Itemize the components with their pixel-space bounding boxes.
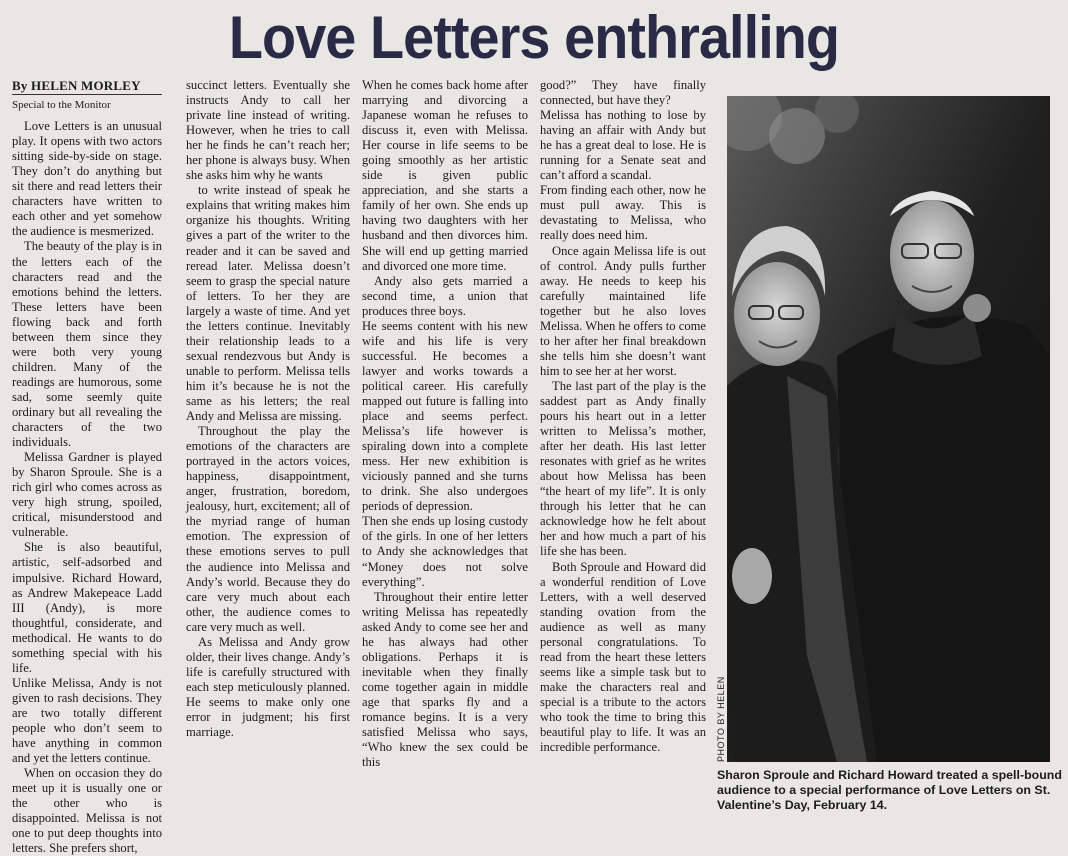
byline: By HELEN MORLEY — [12, 78, 162, 95]
article-paragraph: From finding each other, now he must pull away. This is devastating to Melissa, who really does need him. — [540, 183, 706, 243]
photo-caption: Sharon Sproule and Richard Howard treated a spell-bound audience to a special performance of Love Letters on St. Valentine’s Day, February 14. — [717, 768, 1062, 812]
article-paragraph: When he comes back home after marrying and divorcing a Japanese woman he refuses to discuss it, even with Melissa. Her course in life seems to be going smoothly as her artistic side is given public appreciation, and she starts a family of her own. She ends up having two daughters with her husband and then divorces him. She will end up getting married and divorced one more time. — [362, 78, 528, 273]
article-paragraph: Once again Melissa life is out of control. Andy pulls further away. He needs to keep his carefully maintained life together but he also loves Melissa. When he offers to come to her after her final breakdown she tells him she doesn’t want him to see her at her worst. — [540, 243, 707, 378]
article-paragraph: The last part of the play is the saddest part as Andy finally pours his heart out in a letter written to Melissa’s mother, after her death. His last letter resonates with grief as he writes about how Melissa has been “the heart of my life”. It is only through his letter that he can acknowledge how he felt about her and how much a part of his life she has been. — [540, 378, 706, 559]
article-paragraph: Then she ends up losing custody of the girls. In one of her letters to Andy she acknowledges that “Money does not solve everything”. — [362, 514, 528, 589]
article-paragraph: succinct letters. Eventually she instructs Andy to call her private line instead of writing. However, when he tries to call her he finds he can’t reach her; her phone is always busy. When she asks him why he wants — [186, 78, 350, 183]
article-column-2 — [186, 78, 350, 833]
article-paragraph: to write instead of speak he explains that writing makes him organize his thoughts. Writing gives a part of the writer to the reader and it can be saved and reread later. Melissa doesn’t seem to grasp the special nature of letters. To her they are largely a waste of time. And yet the letters continue. Inevitably their relationship leads to a sexual rendezvous but Andy is unable to perform. Melissa tells him it’s because he is not the same as his letters; the real Andy and Melissa are missing. — [186, 183, 350, 424]
article-paragraph: He seems content with his new wife and his life is very successful. He becomes a lawyer and works towards a political career. His carefully mapped out future is falling into place and seems perfect. Melissa’s life however is spiraling down into a complete mess. Her new exhibition is viciously panned and she turns to drink. She also undergoes periods of depression. — [362, 318, 528, 514]
article-photo — [727, 96, 1050, 762]
article-paragraph: The beauty of the play is in the letters each of the characters read and the emotions behind the letters. These letters have been flowing back and forth between them since they were both very young children. Many of the readings are humorous, some sad, some seemly quite ordinary but all revealing the characters of the two individuals. — [12, 239, 162, 450]
article-column-4 — [540, 78, 706, 833]
article-paragraph: As Melissa and Andy grow older, their lives change. Andy’s life is carefully structured with each step meticulously planned. He seems to make only one error in judgment; his first marriage. — [186, 634, 350, 740]
byline-affiliation: Special to the Monitor — [12, 99, 111, 112]
article-column-3 — [362, 78, 528, 833]
article-paragraph: Unlike Melissa, Andy is not given to rash decisions. They are two totally different people who don’t seem to have anything in common and yet the letters continue. — [12, 675, 162, 766]
headline: Love Letters enthralling — [228, 4, 840, 71]
article-paragraph: Throughout their entire letter writing Melissa has repeatedly asked Andy to come see her and he has always had other obligations. Perhaps it is inevitable when they finally come together again in middle age that sparks fly and a romance begins. It is a very satisfied Melissa who says, “Who knew the sex could be this — [362, 589, 528, 770]
article-paragraph: She is also beautiful, artistic, self-adsorbed and impulsive. Richard Howard, as Andrew Makepeace Ladd III (Andy), is more thoughtful, considerate, and methodical. He wants to do something special with his life. — [12, 540, 162, 675]
article-paragraph: Love Letters is an unusual play. It opens with two actors sitting side-by-side on stage. They don’t do anything but sit there and read letters their characters have written to each other and yet somehow the audience is mesmerized. — [12, 119, 162, 239]
article-paragraph: Andy also gets married a second time, a union that produces three boys. — [362, 273, 528, 318]
article-paragraph: Both Sproule and Howard did a wonderful rendition of Love Letters, with a well deserved standing ovation from the audience as well as many personal congratulations. To read from the heart these letters seems like a simple task but to make the characters real and special is a tribute to the actors who took the time to bring this beautiful play to life. It was an incredible performance. — [540, 559, 706, 755]
article-paragraph: Throughout the play the emotions of the characters are portrayed in the actors voices, happiness, disappointment, anger, frustration, boredom, jealousy, hurt, excitement; all of the myriad range of human emotion. The expression of these emotions serves to pull the audience into Melissa and Andy’s world. Because they do care very much about each other, the audience comes to care very much as well. — [186, 424, 350, 634]
photo-credit: PHOTO BY HELEN MORELEY — [716, 676, 736, 762]
article-column-1 — [12, 78, 162, 856]
article-paragraph: Melissa Gardner is played by Sharon Sproule. She is a rich girl who comes across as very high strung, spoiled, critical, misunderstood and vulnerable. — [12, 450, 162, 540]
article-paragraph: When on occasion they do meet up it is usually one or the other who is disappointed. Melissa is not one to put deep thoughts into letters. She prefers short, — [12, 766, 162, 856]
photo-illustration — [727, 96, 1050, 762]
article-paragraph: Melissa has nothing to lose by having an affair with Andy but he has a great deal to lose. He is running for a Senate seat and can’t afford a scandal. — [540, 108, 706, 183]
article-paragraph: good?” They have finally connected, but have they? — [540, 78, 706, 108]
